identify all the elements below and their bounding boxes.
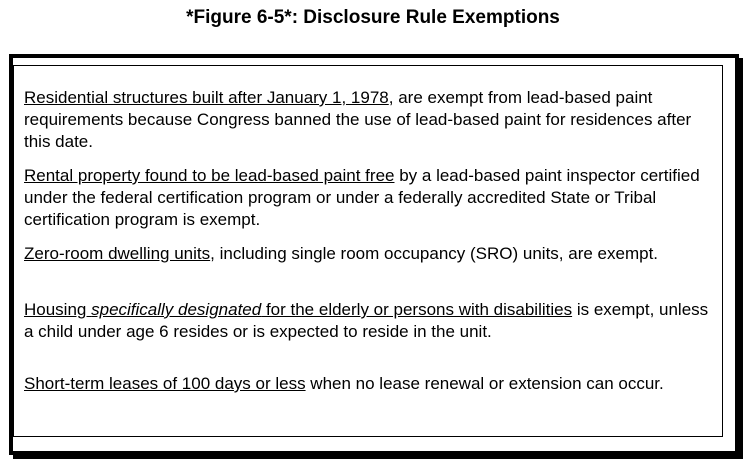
exemption-heading: Zero-room dwelling units: [24, 244, 211, 263]
exemption-text: when no lease renewal or extension can occur.: [305, 374, 664, 393]
exemption-heading-part: Housing: [24, 300, 92, 319]
exemption-text: , are exempt from lead-based paint requirements because Congress banned the use of lead-based paint for residences after this date.: [24, 88, 692, 151]
exemption-heading: [24, 300, 572, 319]
exemption-lead-free-rental: [24, 165, 714, 231]
exemption-short-term-leases: [24, 373, 714, 395]
exemption-heading: Short-term leases of 100 days or less: [24, 374, 306, 393]
exemption-residential-pre1978: [24, 87, 714, 153]
exemption-heading: Residential structures built after January 1, 1978: [24, 88, 389, 107]
exemption-heading: Rental property found to be lead-based paint free: [24, 166, 395, 185]
exemption-elderly-disabled-housing: [24, 299, 714, 343]
exemption-text: is exempt, unless a child under age 6 resides or is expected to reside in the unit.: [24, 300, 709, 341]
exemption-zero-room-units: [24, 243, 714, 265]
exemption-text: by a lead-based paint inspector certified under the federal certification program or under a federally accredited State or Tribal certification program is exempt.: [24, 166, 700, 229]
figure-title: *Figure 6-5*: Disclosure Rule Exemptions: [186, 7, 560, 28]
exemption-text: , including single room occupancy (SRO) units, are exempt.: [210, 244, 659, 263]
exemption-heading-emphasis: specifically designated: [91, 300, 262, 319]
exemption-heading-part: for the elderly or persons with disabilities: [261, 300, 573, 319]
